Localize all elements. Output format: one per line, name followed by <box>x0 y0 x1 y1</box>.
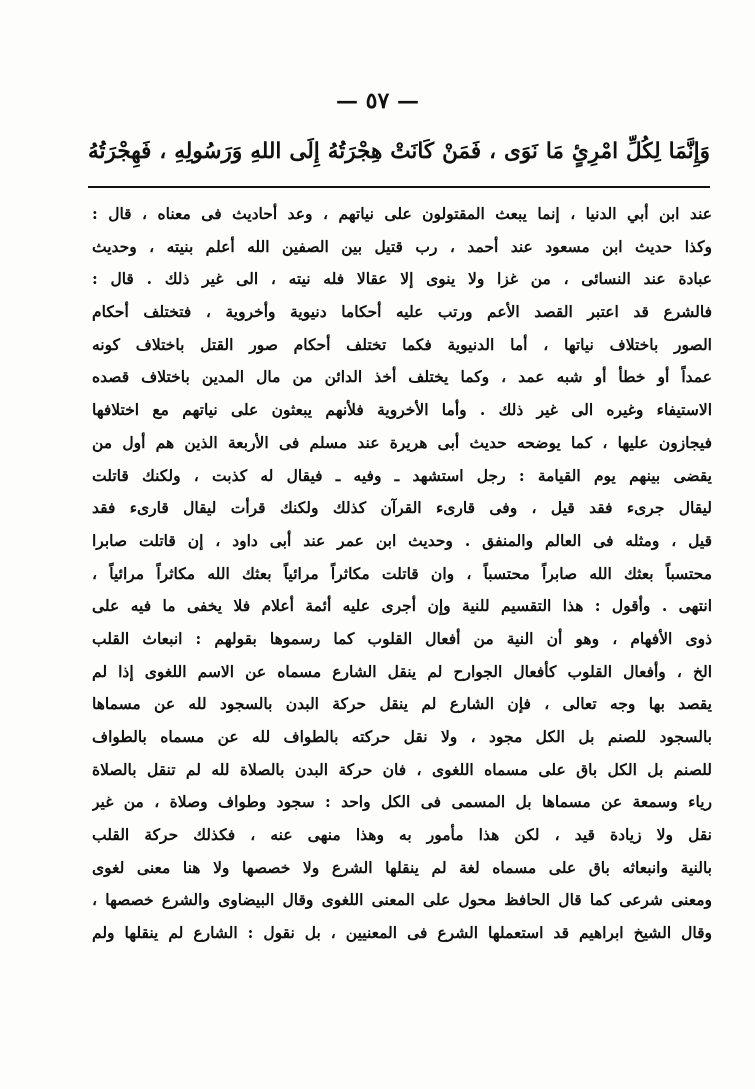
text-line: وكذا حديث ابن مسعود عند أحمد ، رب قتيل بين الصفين الله أعلم بنيته ، وحديث <box>92 236 712 256</box>
text-line: ذوى الأفهام ، وهو أن النية من أفعال القلوب كما رسموها بقولهم : انبعاث القلب <box>92 628 712 648</box>
text-line: بالسجود للصنم بل الكل مجود ، ولا نقل حركته بالطواف لله عن مسماه بالطواف <box>92 727 712 746</box>
text-line: يقضى بينهم يوم القيامة : رجل استشهد ـ وفيه ـ فيقال له كذبت ، ولكنك قاتلت <box>92 465 712 485</box>
text-line: ليقال جرىء فقد قيل ، وفى قارىء القرآن كذلك ولكنك قرأت ليقال قارىء فقد <box>92 498 712 518</box>
text-line: يقصد بها وجه تعالى ، فإن الشارع لم ينقل حركة البدن بالسجود لله عن مسماها <box>92 694 712 714</box>
text-line: فيجازون عليها ، كما يوضحه حديث أبى هريرة عند مسلم فى الأربعة الذين هم أول من <box>92 432 712 452</box>
header-verse: وَإِنَّمَا لِكُلِّ امْرِئٍ مَا نَوَى ، فَمَنْ كَانَتْ هِجْرَتُهُ إِلَى اللهِ وَرَسُولِهِ ، فَهِجْرَتُهُ <box>88 139 710 164</box>
text-line: عبادة عند النسائى ، من غزا ولا ينوى إلا عقالا فله نيته ، الى غير ذلك . قال : <box>92 269 712 289</box>
text-line: الاستيفاء وغيره الى غير ذلك . وأما الأخروية فلأنهم يبعثون على نياتهم مع اختلافها <box>92 400 712 420</box>
text-line: الخ ، وأفعال القلوب كأفعال الجوارح لم ينقل الشارع مسماه عن الاسم اللغوى إذا لم <box>92 661 712 681</box>
text-line: انتهى . وأقول : هذا التقسيم للنية وإن أجرى عليه أئمة أعلام فلا يخفى ما فيه على <box>92 596 712 616</box>
text-line: فالشرع قد اعتبر القصد الأعم ورتب عليه أحكاما دنيوية وأخروية ، فتختلف أحكام <box>92 302 712 322</box>
text-line: للصنم بل الكل باق على مسماه اللغوى ، فان حركة البدن بالصلاة لله لم تنقل بالصلاة <box>92 759 712 779</box>
page-number: — ٥٧ — <box>336 88 419 114</box>
text-line: وقال الشيخ ابراهيم قد استعملها الشرع فى المعنيين ، بل نقول : الشارع لم ينقلها ولم <box>92 923 712 943</box>
text-line: محتسباً بعثك الله صابراً محتسباً ، وان قاتلت مكاثراً مرائياً بعثك الله مكاثراً مرائياً ، <box>92 563 712 583</box>
text-line: الصور باختلاف نياتها ، أما الدنيوية فكما تختلف أحكام صور القتل باختلاف كونه <box>92 334 712 354</box>
text-line: عند ابن أبي الدنيا ، إنما يبعث المقتولون على نياتهم ، وعد أحاديث فى معناه ، قال : <box>92 204 712 223</box>
text-line: بالنية وانبعاثه باق على مسماه لغة لم ينقلها الشرع ولا خصصها ولا هنا معنى لغوى <box>92 857 712 877</box>
text-line: عمداً أو خطأ أو شبه عمد ، وكما يختلف أخذ الدائن من مال المدين باختلاف قصده <box>92 367 712 387</box>
text-line: ومعنى شرعى كما قال الحافظ محول على المعنى اللغوى وقال البيضاوى والشرع خصصها ، <box>92 890 712 910</box>
header-rule <box>88 186 710 188</box>
text-line: قيل ، ومثله فى العالم والمنفق . وحديث ابن عمر عند أبى داود ، إن قاتلت صابرا <box>92 530 712 550</box>
text-line: رياء وسمعة عن مسماها بل المسمى فى الكل واحد : سجود وطواف وصلاة ، من غير <box>92 792 712 812</box>
text-line: نقل ولا زيادة قيد ، لكن هذا مأمور به وهذا منهى عنه ، فكذلك حركة القلب <box>92 825 712 845</box>
body-text <box>92 198 712 950</box>
